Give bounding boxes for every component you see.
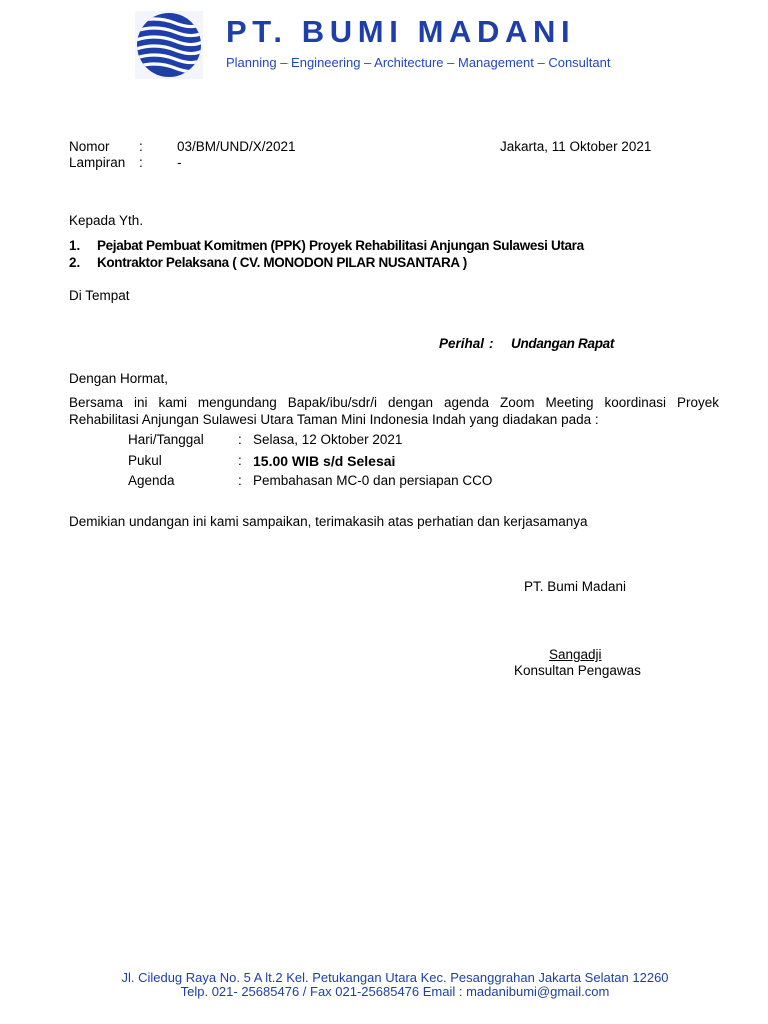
recipient-number: 1. bbox=[69, 238, 81, 253]
detail-value-date: Selasa, 12 Oktober 2021 bbox=[253, 432, 403, 447]
signature-role: Konsultan Pengawas bbox=[514, 663, 641, 678]
nomor-colon: : bbox=[139, 139, 143, 154]
lampiran-value: - bbox=[177, 155, 182, 170]
detail-colon: : bbox=[238, 453, 242, 468]
detail-colon: : bbox=[238, 432, 242, 447]
detail-label-date: Hari/Tanggal bbox=[128, 432, 204, 447]
detail-colon: : bbox=[238, 473, 242, 488]
signature-name: Sangadji bbox=[549, 647, 602, 662]
footer-address: Jl. Ciledug Raya No. 5 A lt.2 Kel. Petukangan Utara Kec. Pesanggrahan Jakarta Selatan 12260 bbox=[121, 970, 669, 985]
di-tempat: Di Tempat bbox=[69, 288, 130, 303]
body-paragraph: Bersama ini kami mengundang Bapak/ibu/sdr/i dengan agenda Zoom Meeting koordinasi Proyek Rehabilitasi Anjungan Sulawesi Utara Taman Mini Indonesia Indah yang diadakan pada : bbox=[69, 395, 719, 427]
salutation: Kepada Yth. bbox=[69, 213, 144, 228]
company-tagline: Planning – Engineering – Architecture – Management – Consultant bbox=[226, 55, 611, 70]
recipient-item: Kontraktor Pelaksana ( CV. MONODON PILAR NUSANTARA ) bbox=[97, 255, 467, 270]
greeting: Dengan Hormat, bbox=[69, 371, 169, 386]
lampiran-label: Lampiran bbox=[69, 155, 126, 170]
lampiran-colon: : bbox=[139, 155, 143, 170]
detail-value-time: 15.00 WIB s/d Selesai bbox=[253, 453, 396, 469]
signature-company: PT. Bumi Madani bbox=[524, 579, 627, 594]
detail-label-agenda: Agenda bbox=[128, 473, 175, 488]
globe-logo-icon bbox=[135, 11, 203, 79]
closing-text: Demikian undangan ini kami sampaikan, terimakasih atas perhatian dan kerjasamanya bbox=[69, 514, 588, 529]
subject-colon: : bbox=[489, 336, 494, 351]
subject-label: Perihal bbox=[439, 336, 485, 351]
company-name: PT. BUMI MADANI bbox=[226, 14, 576, 49]
subject-value: Undangan Rapat bbox=[511, 336, 615, 351]
detail-label-time: Pukul bbox=[128, 453, 162, 468]
recipient-item: Pejabat Pembuat Komitmen (PPK) Proyek Rehabilitasi Anjungan Sulawesi Utara bbox=[97, 238, 584, 253]
footer-contact: Telp. 021- 25685476 / Fax 021-25685476 Email : madanibumi@gmail.com bbox=[180, 984, 610, 999]
place-date: Jakarta, 11 Oktober 2021 bbox=[500, 139, 652, 154]
nomor-label: Nomor bbox=[69, 139, 110, 154]
detail-value-agenda: Pembahasan MC-0 dan persiapan CCO bbox=[253, 473, 493, 488]
recipient-number: 2. bbox=[69, 255, 81, 270]
nomor-value: 03/BM/UND/X/2021 bbox=[177, 139, 296, 154]
